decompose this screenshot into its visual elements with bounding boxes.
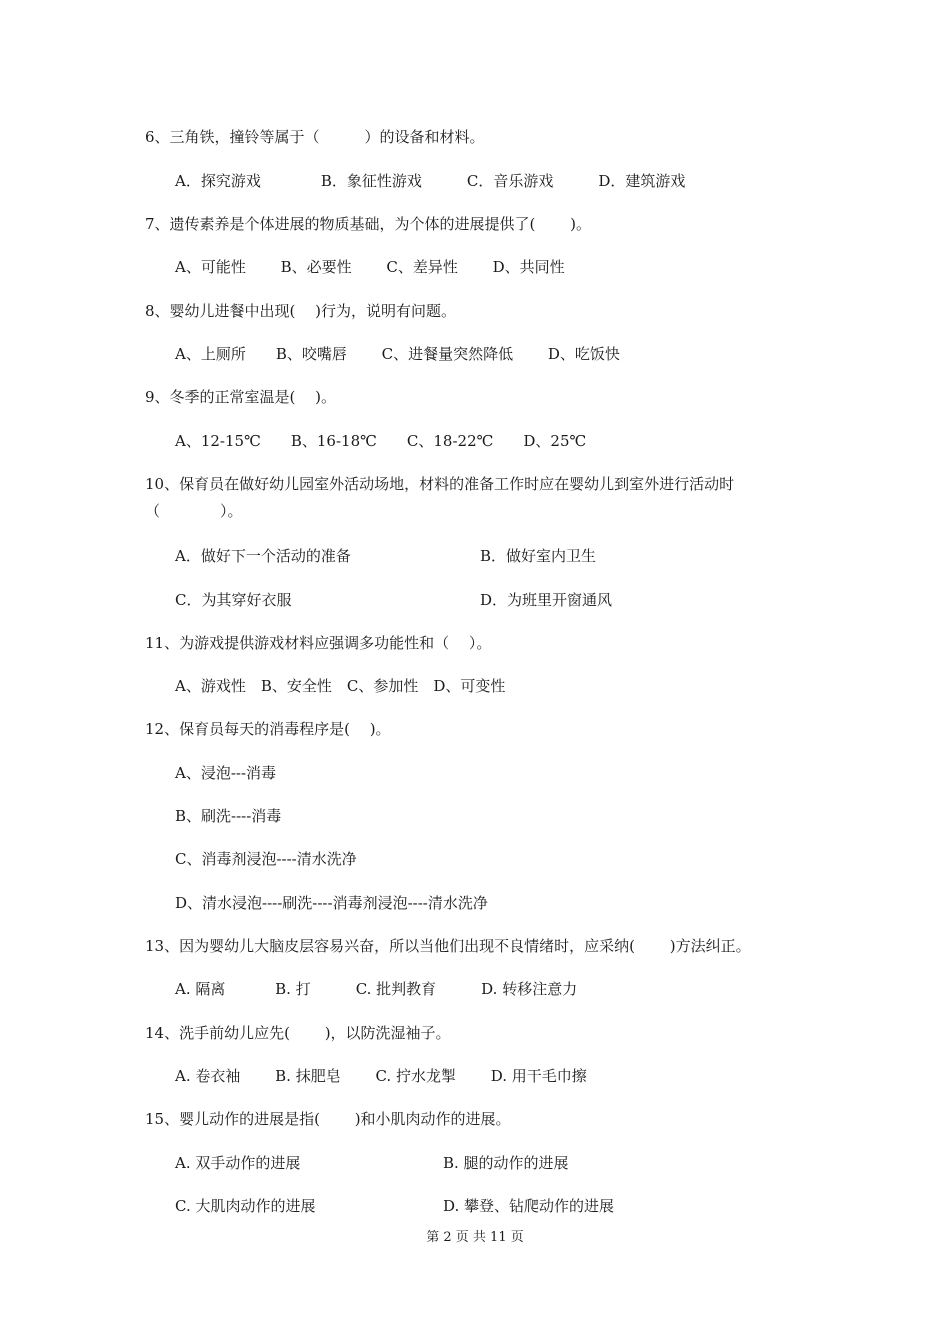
question-10-option-a: A．做好下一个活动的准备 [175,547,351,565]
question-15-option-b: B. 腿的动作的进展 [443,1154,569,1172]
question-10-option-c: C．为其穿好衣服 [175,591,292,609]
question-11-stem: 11、为游戏提供游戏材料应强调多功能性和（ ）。 [145,634,492,652]
question-14-stem: 14、洗手前幼儿应先( )，以防洗湿袖子。 [145,1024,451,1042]
page-number-footer: 第 2 页 共 11 页 [426,1230,524,1245]
question-8-stem: 8、婴幼儿进餐中出现( )行为，说明有问题。 [145,302,457,320]
question-7-stem: 7、遗传素养是个体进展的物质基础，为个体的进展提供了( )。 [145,215,592,233]
question-6-options: A．探究游戏 B．象征性游戏 C．音乐游戏 D．建筑游戏 [175,172,686,190]
question-15-option-a: A. 双手动作的进展 [175,1154,301,1172]
question-12-option-a: A、浸泡---消毒 [175,764,277,782]
question-15-option-d: D. 攀登、钻爬动作的进展 [443,1197,615,1215]
question-12-option-b: B、刷洗----消毒 [175,807,282,825]
question-7-options: A、可能性 B、必要性 C、差异性 D、共同性 [175,258,565,276]
question-15-option-c: C. 大肌肉动作的进展 [175,1197,316,1215]
question-15-stem: 15、婴儿动作的进展是指( )和小肌肉动作的进展。 [145,1110,511,1128]
question-12-option-d: D、清水浸泡----刷洗----消毒剂浸泡----清水洗净 [175,894,488,912]
question-10-stem-continued: （ ）。 [145,502,243,520]
question-6-stem: 6、三角铁，撞铃等属于（ ）的设备和材料。 [145,128,485,146]
question-12-option-c: C、消毒剂浸泡----清水洗净 [175,850,357,868]
question-9-options: A、12-15℃ B、16-18℃ C、18-22℃ D、25℃ [175,432,587,450]
question-11-options: A、游戏性 B、安全性 C、参加性 D、可变性 [175,677,506,695]
question-13-stem: 13、因为婴幼儿大脑皮层容易兴奋，所以当他们出现不良情绪时，应采纳( )方法纠正。 [145,937,751,955]
question-8-options: A、上厕所 B、咬嘴唇 C、进餐量突然降低 D、吃饭快 [175,345,620,363]
question-12-stem: 12、保育员每天的消毒程序是( )。 [145,720,391,738]
question-10-stem: 10、保育员在做好幼儿园室外活动场地，材料的准备工作时应在婴幼儿到室外进行活动时 [145,475,735,493]
question-14-options: A. 卷衣袖 B. 抹肥皂 C. 拧水龙掣 D. 用干毛巾擦 [175,1067,587,1085]
question-10-option-d: D．为班里开窗通风 [480,591,613,609]
question-10-option-b: B．做好室内卫生 [480,547,597,565]
question-9-stem: 9、冬季的正常室温是( )。 [145,388,337,406]
question-13-options: A. 隔离 B. 打 C. 批判教育 D. 转移注意力 [175,980,578,998]
